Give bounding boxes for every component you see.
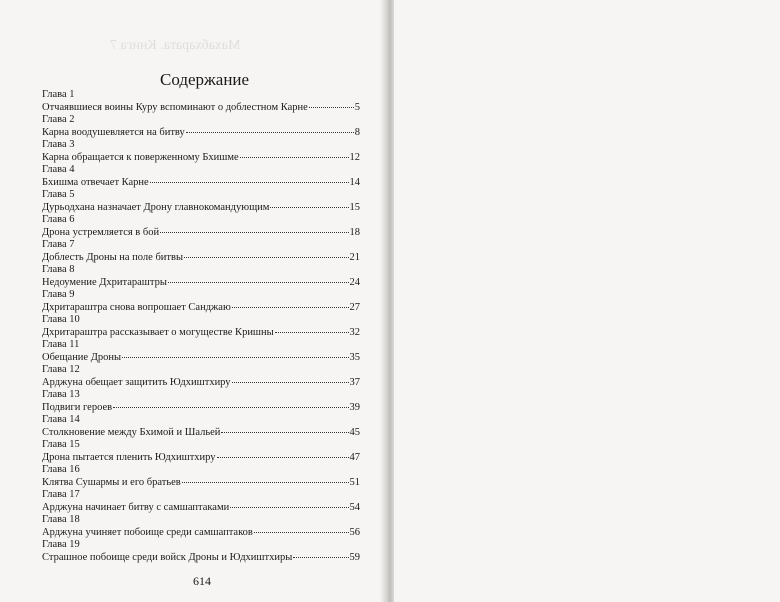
dot-leader — [182, 481, 349, 483]
toc-chapter-label: Глава 9 — [42, 289, 75, 300]
left-page-number: 614 — [193, 574, 211, 588]
dot-leader — [309, 106, 354, 108]
toc-entry-title: Дрона устремляется в бой — [42, 226, 160, 238]
toc-entry — [42, 552, 360, 565]
toc-entry-title: Подвиги героев — [42, 401, 113, 413]
toc-chapter-label: Глава 5 — [42, 189, 75, 200]
toc-chapter-label: Глава 17 — [42, 489, 80, 500]
toc-entry-title: Страшное побоище среди войск Дроны и Юдхиштхиры — [42, 551, 293, 563]
toc-entry-page: 51 — [349, 476, 360, 488]
toc-entry-title: Обещание Дроны — [42, 351, 122, 363]
toc-entry — [42, 377, 360, 390]
dot-leader — [254, 531, 349, 533]
toc-entry-page: 54 — [349, 501, 360, 513]
dot-leader — [217, 456, 349, 458]
right-page — [394, 0, 780, 602]
toc-chapter-label: Глава 11 — [42, 339, 80, 350]
toc-chapter-label: Глава 8 — [42, 264, 75, 275]
toc-entry-title: Столкновение между Бхимой и Шальей — [42, 426, 221, 438]
dot-leader — [160, 231, 348, 233]
bleed-through-text: Махабхарата. Книга 7 — [110, 38, 241, 53]
toc-chapter-label: Глава 6 — [42, 214, 75, 225]
toc-entry-title: Арджуна начинает битву с самшаптаками — [42, 501, 230, 513]
toc-entry-page: 56 — [349, 526, 360, 538]
toc-chapter-label: Глава 18 — [42, 514, 80, 525]
toc-chapter-label: Глава 2 — [42, 114, 75, 125]
left-toc-list — [42, 89, 360, 564]
toc-chapter-label: Глава 1 — [42, 89, 75, 100]
toc-entry — [42, 102, 360, 115]
toc-entry-title: Недоумение Дхритараштры — [42, 276, 167, 288]
toc-entry-title: Отчаявшиеся воины Куру вспоминают о доблестном Карне — [42, 101, 308, 113]
toc-entry-title: Дхритараштра снова вопрошает Санджаю — [42, 301, 231, 313]
toc-entry-page: 15 — [349, 201, 360, 213]
toc-entry-page: 32 — [349, 326, 360, 338]
dot-leader — [122, 356, 348, 358]
toc-entry-title: Доблесть Дроны на поле битвы — [42, 251, 184, 263]
toc-entry — [42, 202, 360, 215]
toc-entry-title: Дрона пытается пленить Юдхиштхиру — [42, 451, 216, 463]
toc-entry — [42, 502, 360, 515]
dot-leader — [184, 256, 348, 258]
toc-entry — [42, 302, 360, 315]
toc-chapter-label: Глава 14 — [42, 414, 80, 425]
toc-chapter-label: Глава 13 — [42, 389, 80, 400]
toc-entry-title: Карна воодушевляется на битву — [42, 126, 185, 138]
toc-entry-page: 14 — [349, 176, 360, 188]
dot-leader — [186, 131, 354, 133]
dot-leader — [270, 206, 348, 208]
toc-entry-page: 39 — [349, 401, 360, 413]
dot-leader — [113, 406, 348, 408]
toc-entry — [42, 527, 360, 540]
toc-entry-title: Арджуна учиняет побоище среди самшаптаков — [42, 526, 253, 538]
toc-chapter-label: Глава 7 — [42, 239, 75, 250]
toc-chapter-label: Глава 4 — [42, 164, 75, 175]
toc-entry — [42, 327, 360, 340]
toc-entry — [42, 452, 360, 465]
toc-entry-title: Карна обращается к поверженному Бхишме — [42, 151, 239, 163]
toc-entry — [42, 427, 360, 440]
toc-entry-title: Дурьодхана назначает Дрону главнокомандующим — [42, 201, 270, 213]
toc-chapter-label: Глава 19 — [42, 539, 80, 550]
toc-entry-page: 18 — [349, 226, 360, 238]
dot-leader — [232, 306, 349, 308]
toc-entry-page: 37 — [349, 376, 360, 388]
left-page — [0, 0, 386, 602]
left-page-heading: Содержание — [160, 70, 250, 89]
toc-entry-page: 24 — [349, 276, 360, 288]
toc-entry-page: 12 — [349, 151, 360, 163]
toc-entry-page: 59 — [349, 551, 360, 563]
toc-entry-page: 47 — [349, 451, 360, 463]
toc-chapter-label: Глава 10 — [42, 314, 80, 325]
toc-entry-page: 21 — [349, 251, 360, 263]
toc-chapter-label: Глава 15 — [42, 439, 80, 450]
toc-entry — [42, 227, 360, 240]
dot-leader — [293, 556, 348, 558]
toc-chapter-label: Глава 12 — [42, 364, 80, 375]
toc-entry — [42, 127, 360, 140]
dot-leader — [150, 181, 349, 183]
dot-leader — [221, 431, 348, 433]
toc-entry — [42, 277, 360, 290]
toc-entry-page: 27 — [349, 301, 360, 313]
toc-entry — [42, 177, 360, 190]
toc-entry-title: Арджуна обещает защитить Юдхиштхиру — [42, 376, 231, 388]
toc-entry-page: 8 — [354, 126, 360, 138]
toc-chapter-label: Глава 16 — [42, 464, 80, 475]
dot-leader — [240, 156, 349, 158]
toc-chapter-label: Глава 3 — [42, 139, 75, 150]
dot-leader — [230, 506, 348, 508]
dot-leader — [168, 281, 349, 283]
toc-entry-title: Дхритараштра рассказывает о могуществе Кришны — [42, 326, 274, 338]
toc-entry-page: 45 — [349, 426, 360, 438]
toc-entry — [42, 152, 360, 165]
toc-entry-page: 35 — [349, 351, 360, 363]
toc-entry — [42, 402, 360, 415]
toc-entry — [42, 477, 360, 490]
toc-entry — [42, 352, 360, 365]
toc-entry — [42, 252, 360, 265]
dot-leader — [275, 331, 349, 333]
toc-entry-title: Клятва Сушармы и его братьев — [42, 476, 181, 488]
dot-leader — [232, 381, 349, 383]
toc-entry-title: Бхишма отвечает Карне — [42, 176, 149, 188]
toc-entry-page: 5 — [354, 101, 360, 113]
